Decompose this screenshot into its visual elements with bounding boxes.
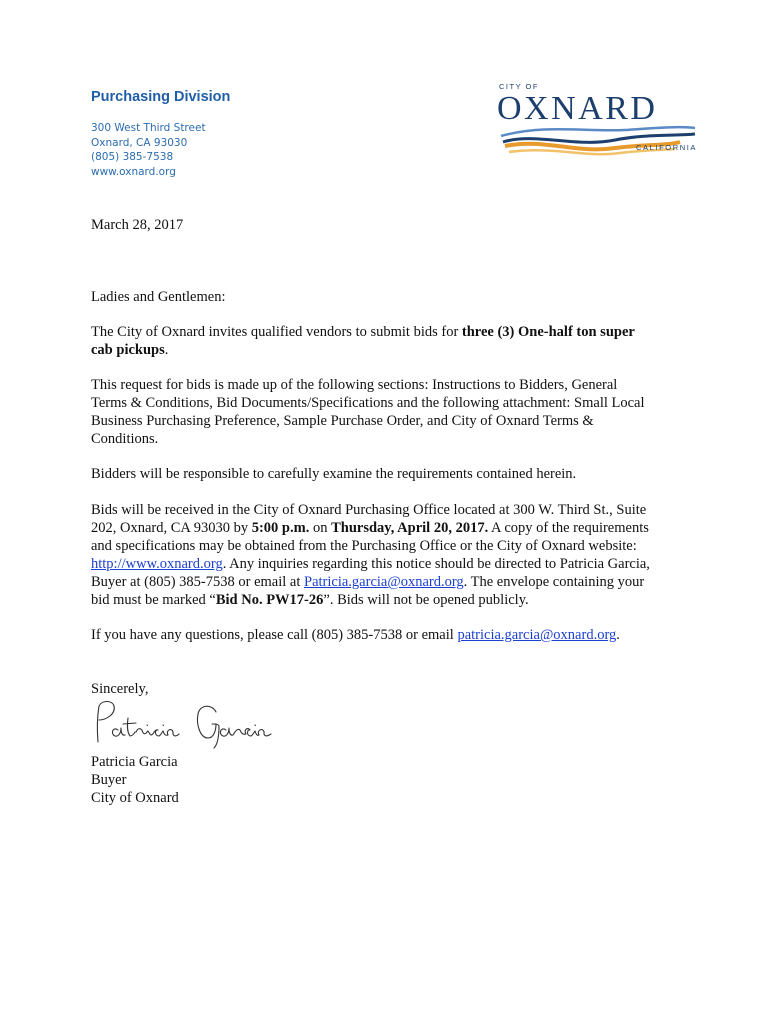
email-link[interactable]: Patricia.garcia@oxnard.org [304, 574, 464, 590]
p1-bold-item-cont: cab pickups [91, 342, 165, 358]
p4-text: Buyer at (805) 385-7538 or email at [91, 574, 305, 590]
paragraph-sections [91, 376, 681, 448]
signer-organization: City of Oxnard [91, 790, 179, 806]
signer-name: Patricia Garcia [91, 754, 178, 770]
p5-text: If you have any questions, please call (805) 385-7538 or email [91, 627, 458, 643]
p4-text: ”. Bids will not be opened publicly. [323, 592, 529, 608]
p5-text: . [616, 627, 620, 643]
closing: Sincerely, [91, 681, 149, 697]
p4-line: Bids will be received in the City of Oxnard Purchasing Office located at 300 W. Third St., Suite [91, 502, 647, 518]
p4-line: and specifications may be obtained from the Purchasing Office or the City of Oxnard website: [91, 538, 637, 554]
signer-title: Buyer [91, 772, 127, 788]
p1-period: . [164, 342, 169, 358]
paragraph-bid-details [91, 501, 681, 609]
signer-block [91, 753, 681, 807]
p2-line: Business Purchasing Preference, Sample Purchase Order, and City of Oxnard Terms & [91, 413, 594, 429]
p4-text: on [309, 520, 332, 536]
letter-date: March 28, 2017 [91, 217, 184, 233]
bid-date: Thursday, April 20, 2017. [331, 520, 489, 536]
p4-text: . The envelope containing your [463, 574, 645, 590]
p2-line: This request for bids is made up of the following sections: Instructions to Bidders, General [91, 377, 618, 393]
logo-waves-icon [495, 122, 705, 162]
logo-city-of: CITY OF [499, 82, 539, 91]
address-street: 300 West Third Street [91, 122, 206, 134]
p4-text: . Any inquiries regarding this notice should be directed to Patricia Garcia, [222, 556, 650, 572]
p1-bold-item: three (3) One-half ton super [461, 324, 635, 340]
city-of-oxnard-logo [495, 82, 705, 162]
bid-number: Bid No. PW17-26 [215, 592, 324, 608]
p4-text: bid must be marked “ [91, 592, 216, 608]
division-address [91, 121, 206, 179]
bid-time: 5:00 p.m. [251, 520, 310, 536]
address-phone: (805) 385-7538 [91, 151, 174, 163]
p4-text: 202, Oxnard, CA 93030 by [91, 520, 252, 536]
address-website: www.oxnard.org [91, 165, 176, 178]
paragraph-requirements: Bidders will be responsible to carefully examine the requirements contained herein. [91, 466, 577, 482]
website-link[interactable]: http://www.oxnard.org [91, 556, 223, 572]
handwritten-signature [88, 694, 273, 750]
division-title: Purchasing Division [91, 89, 231, 105]
paragraph-questions [91, 626, 681, 644]
p1-text: The City of Oxnard invites qualified vendors to submit bids for [91, 324, 462, 340]
p2-line: Terms & Conditions, Bid Documents/Specifications and the following attachment: Small Local [91, 395, 645, 411]
address-city: Oxnard, CA 93030 [91, 136, 188, 149]
p2-line: Conditions. [91, 431, 159, 447]
logo-california: CALIFORNIA [636, 143, 698, 152]
email-link-2[interactable]: patricia.garcia@oxnard.org [457, 627, 617, 643]
paragraph-invitation [91, 323, 681, 359]
p4-text: A copy of the requirements [488, 520, 649, 536]
salutation: Ladies and Gentlemen: [91, 289, 226, 305]
logo-oxnard: OXNARD [497, 90, 658, 127]
